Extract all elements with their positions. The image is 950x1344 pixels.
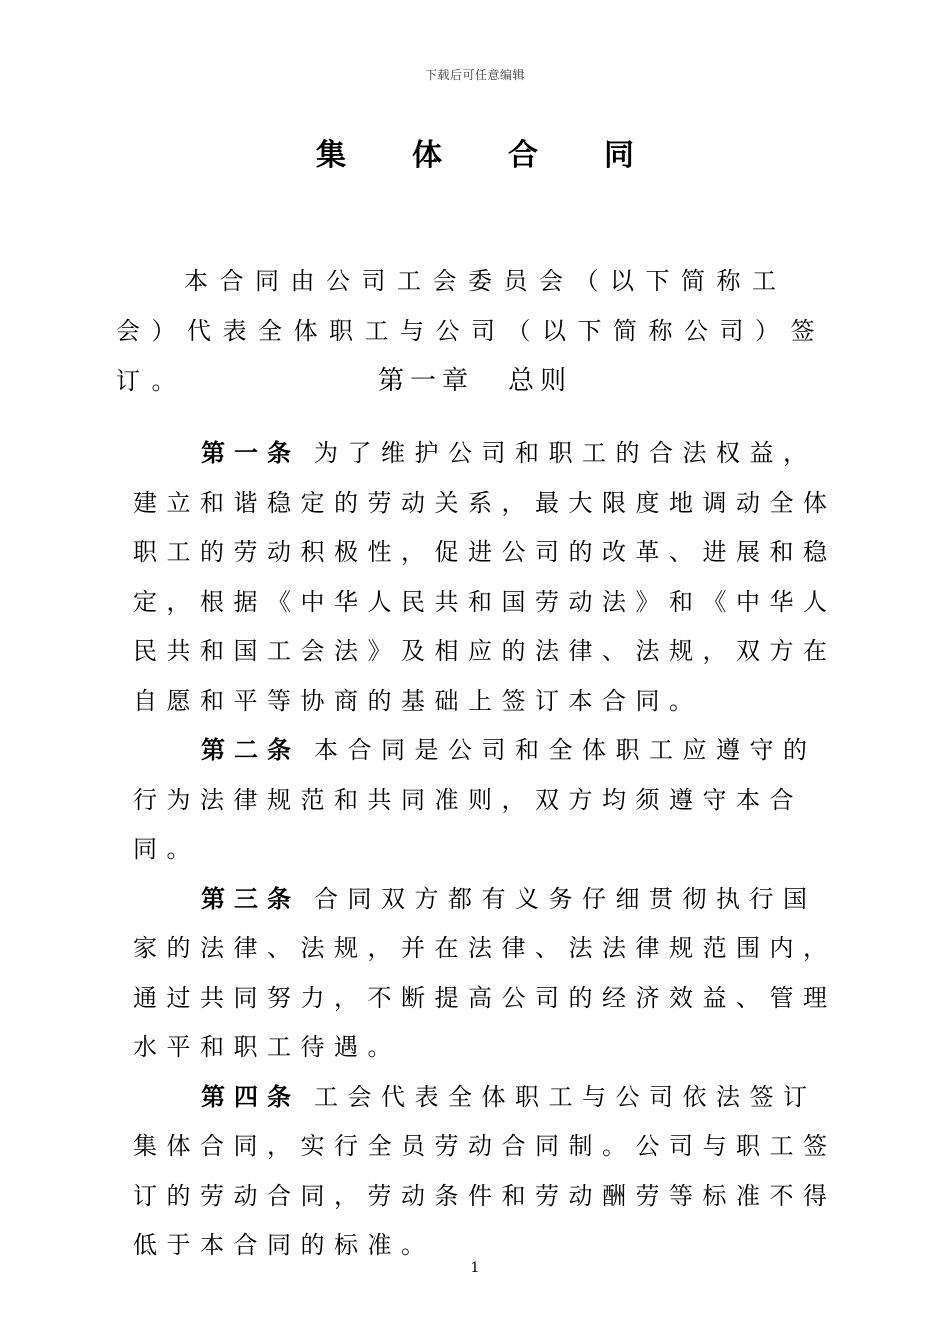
article-text: 本合同是公司和全体职工应遵守的行为法律规范和共同准则，双方均须遵守本合同。: [133, 736, 817, 863]
articles-section: [133, 429, 839, 1271]
chapter-heading: [0, 360, 950, 397]
chapter-name: 总则: [508, 366, 573, 396]
article-text: 工会代表全体职工与公司依法签订集体合同，实行全员劳动合同制。公司与职工签订的劳动合同，劳动条件和劳动酬劳等标准不得低于本合同的标准。: [133, 1082, 837, 1259]
page-number: 1: [470, 1260, 480, 1276]
article-4: [133, 1073, 839, 1271]
article-number: 第一条: [201, 439, 300, 467]
article-2: [133, 726, 839, 875]
article-number: 第二条: [201, 736, 300, 764]
article-3: [133, 875, 839, 1073]
chapter-number: 第一章: [377, 366, 474, 396]
intro-paragraph: 本合同由公司工会委员会（以下简称工会）代表全体职工与公司（以下简称公司）签订。: [116, 267, 826, 395]
article-text: 合同双方都有义务仔细贯彻执行国家的法律、法规，并在法律、法法律规范围内，通过共同努力，不断提高公司的经济效益、管理水平和职工待遇。: [133, 884, 837, 1061]
header-note: 下载后可任意编辑: [424, 68, 525, 82]
article-number: 第三条: [201, 884, 300, 913]
article-text: 为了维护公司和职工的合法权益，建立和谐稳定的劳动关系，最大限度地调动全体职工的劳动积极性，促进公司的改革、进展和稳定，根据《中华人民共和国劳动法》和《中华人民共和国工会法》及相应的法律、法规，双方在自愿和平等协商的基础上签订本合同。: [133, 439, 837, 715]
document-title: 集体合同: [316, 138, 700, 173]
article-number: 第四条: [201, 1082, 300, 1111]
article-1: [133, 429, 839, 726]
